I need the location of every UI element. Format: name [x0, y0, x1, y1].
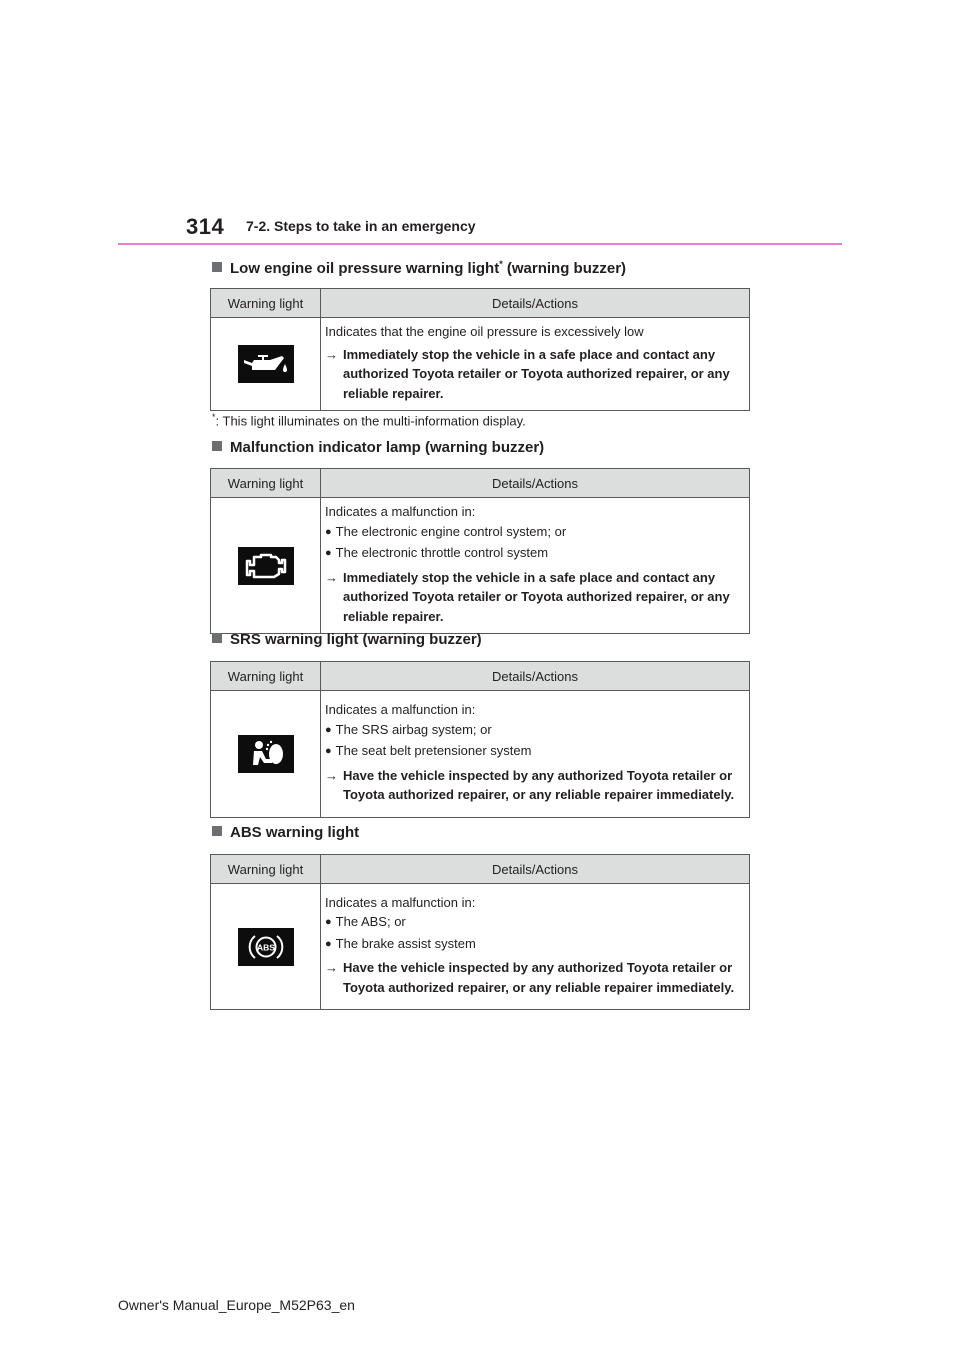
header-warning-light: Warning light — [211, 662, 321, 691]
detail-intro: Indicates a malfunction in: — [325, 894, 476, 910]
detail-bullet: ● The ABS; or — [325, 912, 741, 934]
detail-intro: Indicates a malfunction in: — [325, 504, 476, 519]
header-details: Details/Actions — [321, 289, 750, 318]
arrow-icon: → — [325, 569, 338, 585]
section-title-srs: SRS warning light (warning buzzer) — [212, 631, 482, 648]
section-title-malfunction-lamp: Malfunction indicator lamp (warning buzzer) — [212, 439, 544, 456]
srs-table — [210, 661, 750, 818]
header-details: Details/Actions — [321, 855, 750, 884]
section-marker — [212, 262, 222, 272]
header-details: Details/Actions — [321, 662, 750, 691]
header-details: Details/Actions — [321, 469, 750, 498]
header-warning-light: Warning light — [211, 289, 321, 318]
arrow-icon: → — [325, 767, 338, 783]
chapter-title: 7-2. Steps to take in an emergency — [246, 218, 476, 234]
oil-pressure-table — [210, 288, 750, 411]
section-marker — [212, 826, 222, 836]
detail-bullet: ● The brake assist system — [325, 934, 741, 956]
header-warning-light: Warning light — [211, 469, 321, 498]
section-title-abs: ABS warning light — [212, 824, 359, 841]
svg-text:ABS: ABS — [256, 942, 275, 952]
detail-action: → Have the vehicle inspected by any authorized Toyota retailer or Toyota authorized repairer, or any reliable repairer immediately. — [325, 960, 735, 995]
arrow-icon: → — [325, 346, 338, 362]
srs-details — [321, 691, 750, 818]
section-marker — [212, 441, 222, 451]
malfunction-lamp-details — [321, 498, 750, 634]
detail-action: → Have the vehicle inspected by any authorized Toyota retailer or Toyota authorized repairer, or any reliable repairer immediately. — [325, 767, 735, 803]
detail-bullet: ● The electronic engine control system; or — [325, 522, 741, 544]
oil-pressure-details — [321, 318, 750, 411]
malfunction-lamp-table — [210, 468, 750, 634]
arrow-icon: → — [325, 960, 338, 976]
header-warning-light: Warning light — [211, 855, 321, 884]
section-marker — [212, 633, 222, 643]
detail-action: → Immediately stop the vehicle in a safe place and contact any authorized Toyota retailer or Toyota authorized repairer, or any reliable repairer. — [325, 569, 730, 624]
page-number: 314 — [186, 214, 225, 239]
abs-icon — [238, 928, 294, 966]
detail-bullet: ● The electronic throttle control system — [325, 543, 741, 565]
detail-intro: Indicates that the engine oil pressure is excessively low — [325, 324, 644, 339]
detail-bullet: ● The seat belt pretensioner system — [325, 741, 741, 763]
page-footer: Owner's Manual_Europe_M52P63_en — [118, 1297, 355, 1313]
detail-action: → Immediately stop the vehicle in a safe place and contact any authorized Toyota retailer or Toyota authorized repairer, or any reliable repairer. — [325, 346, 730, 401]
detail-intro: Indicates a malfunction in: — [325, 702, 476, 718]
abs-table — [210, 854, 750, 1010]
footnote: *: This light illuminates on the multi-information display. — [212, 412, 526, 429]
airbag-icon — [238, 735, 294, 773]
section-title-oil-pressure: Low engine oil pressure warning light* (warning buzzer) — [212, 259, 626, 277]
detail-bullet: ● The SRS airbag system; or — [325, 720, 741, 742]
abs-details — [321, 884, 750, 1010]
header-divider — [118, 243, 842, 245]
engine-check-icon — [238, 547, 294, 585]
page-header — [0, 0, 960, 250]
oil-pressure-icon — [238, 345, 294, 383]
